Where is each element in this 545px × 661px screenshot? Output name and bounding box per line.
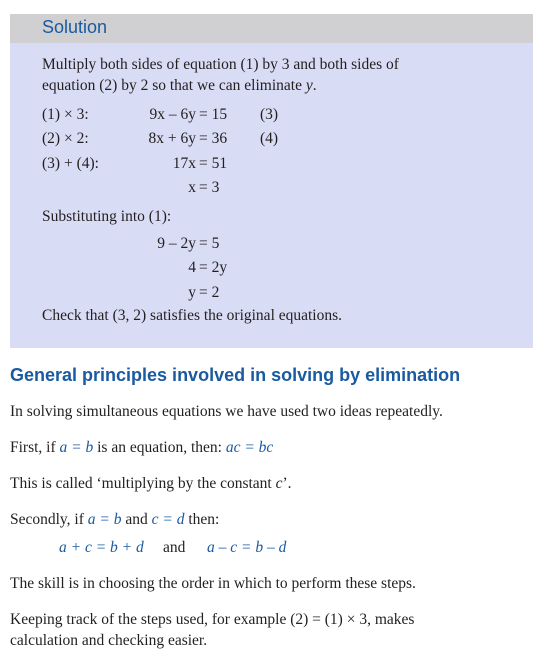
step-rhs: = 3 — [199, 179, 220, 196]
principles-paragraph-2 — [10, 439, 273, 457]
step-label: (1) × 3: — [42, 106, 89, 123]
sub-rhs: = 2y — [199, 259, 228, 276]
p3-text: ’. — [282, 475, 292, 492]
solution-intro-line1: Multiply both sides of equation (1) by 3 and both sides of — [42, 56, 399, 73]
sub-rhs: = 2 — [199, 284, 220, 301]
sub-lhs: 4 — [188, 259, 196, 276]
step-lhs: 8x + 6y — [148, 130, 196, 147]
step-label: (3) + (4): — [42, 155, 99, 172]
solution-header — [10, 14, 533, 43]
intro-period: . — [312, 77, 317, 94]
step-lhs: x — [188, 179, 196, 196]
p4-expression-2: c = d — [151, 511, 185, 528]
p3-text: This is called ‘multiplying by the constant — [10, 475, 276, 492]
p2-text: is an equation, then: — [93, 439, 226, 456]
p3-variable: c — [275, 475, 283, 492]
step-tag: (3) — [260, 106, 279, 123]
p4-text: then: — [184, 511, 220, 528]
principles-paragraph-7-line1: Keeping track of the steps used, for example (2) = (1) × 3, makes — [10, 611, 415, 628]
and-word: and — [163, 539, 186, 556]
difference-rule: a – c = b – d — [207, 539, 287, 556]
sub-lhs: 9 – 2y — [157, 235, 196, 252]
sub-lhs: y — [188, 284, 196, 301]
check-text: Check that (3, 2) satisfies the original equations. — [42, 307, 343, 324]
p4-text: Secondly, if — [10, 511, 88, 528]
p2-expression: a = b — [59, 439, 94, 456]
step-rhs: = 36 — [199, 130, 228, 147]
solution-title: Solution — [42, 17, 108, 37]
p4-and: and — [121, 511, 152, 528]
intro-text: equation (2) by 2 so that we can eliminate — [42, 77, 306, 94]
step-label: (2) × 2: — [42, 130, 89, 147]
principles-paragraph-7-line2: calculation and checking easier. — [10, 632, 208, 649]
principles-heading: General principles involved in solving by elimination — [10, 365, 461, 385]
principles-paragraph-3 — [10, 475, 292, 493]
p2-text: First, if — [10, 439, 60, 456]
step-tag: (4) — [260, 130, 279, 147]
step-rhs: = 15 — [199, 106, 228, 123]
sum-rule: a + c = b + d — [59, 539, 144, 556]
p2-result: ac = bc — [225, 439, 274, 456]
step-lhs: 17x — [172, 155, 196, 172]
step-rhs: = 51 — [199, 155, 228, 172]
step-lhs: 9x – 6y — [149, 106, 196, 123]
principles-paragraph-6: The skill is in choosing the order in which to perform these steps. — [10, 575, 416, 592]
intro-variable: y — [305, 77, 313, 94]
substituting-text: Substituting into (1): — [42, 208, 172, 225]
sub-rhs: = 5 — [199, 235, 220, 252]
principles-paragraph-1: In solving simultaneous equations we have used two ideas repeatedly. — [10, 403, 443, 420]
p4-expression-1: a = b — [87, 511, 122, 528]
solution-intro-line2 — [42, 77, 317, 95]
principles-paragraph-4 — [10, 511, 219, 529]
